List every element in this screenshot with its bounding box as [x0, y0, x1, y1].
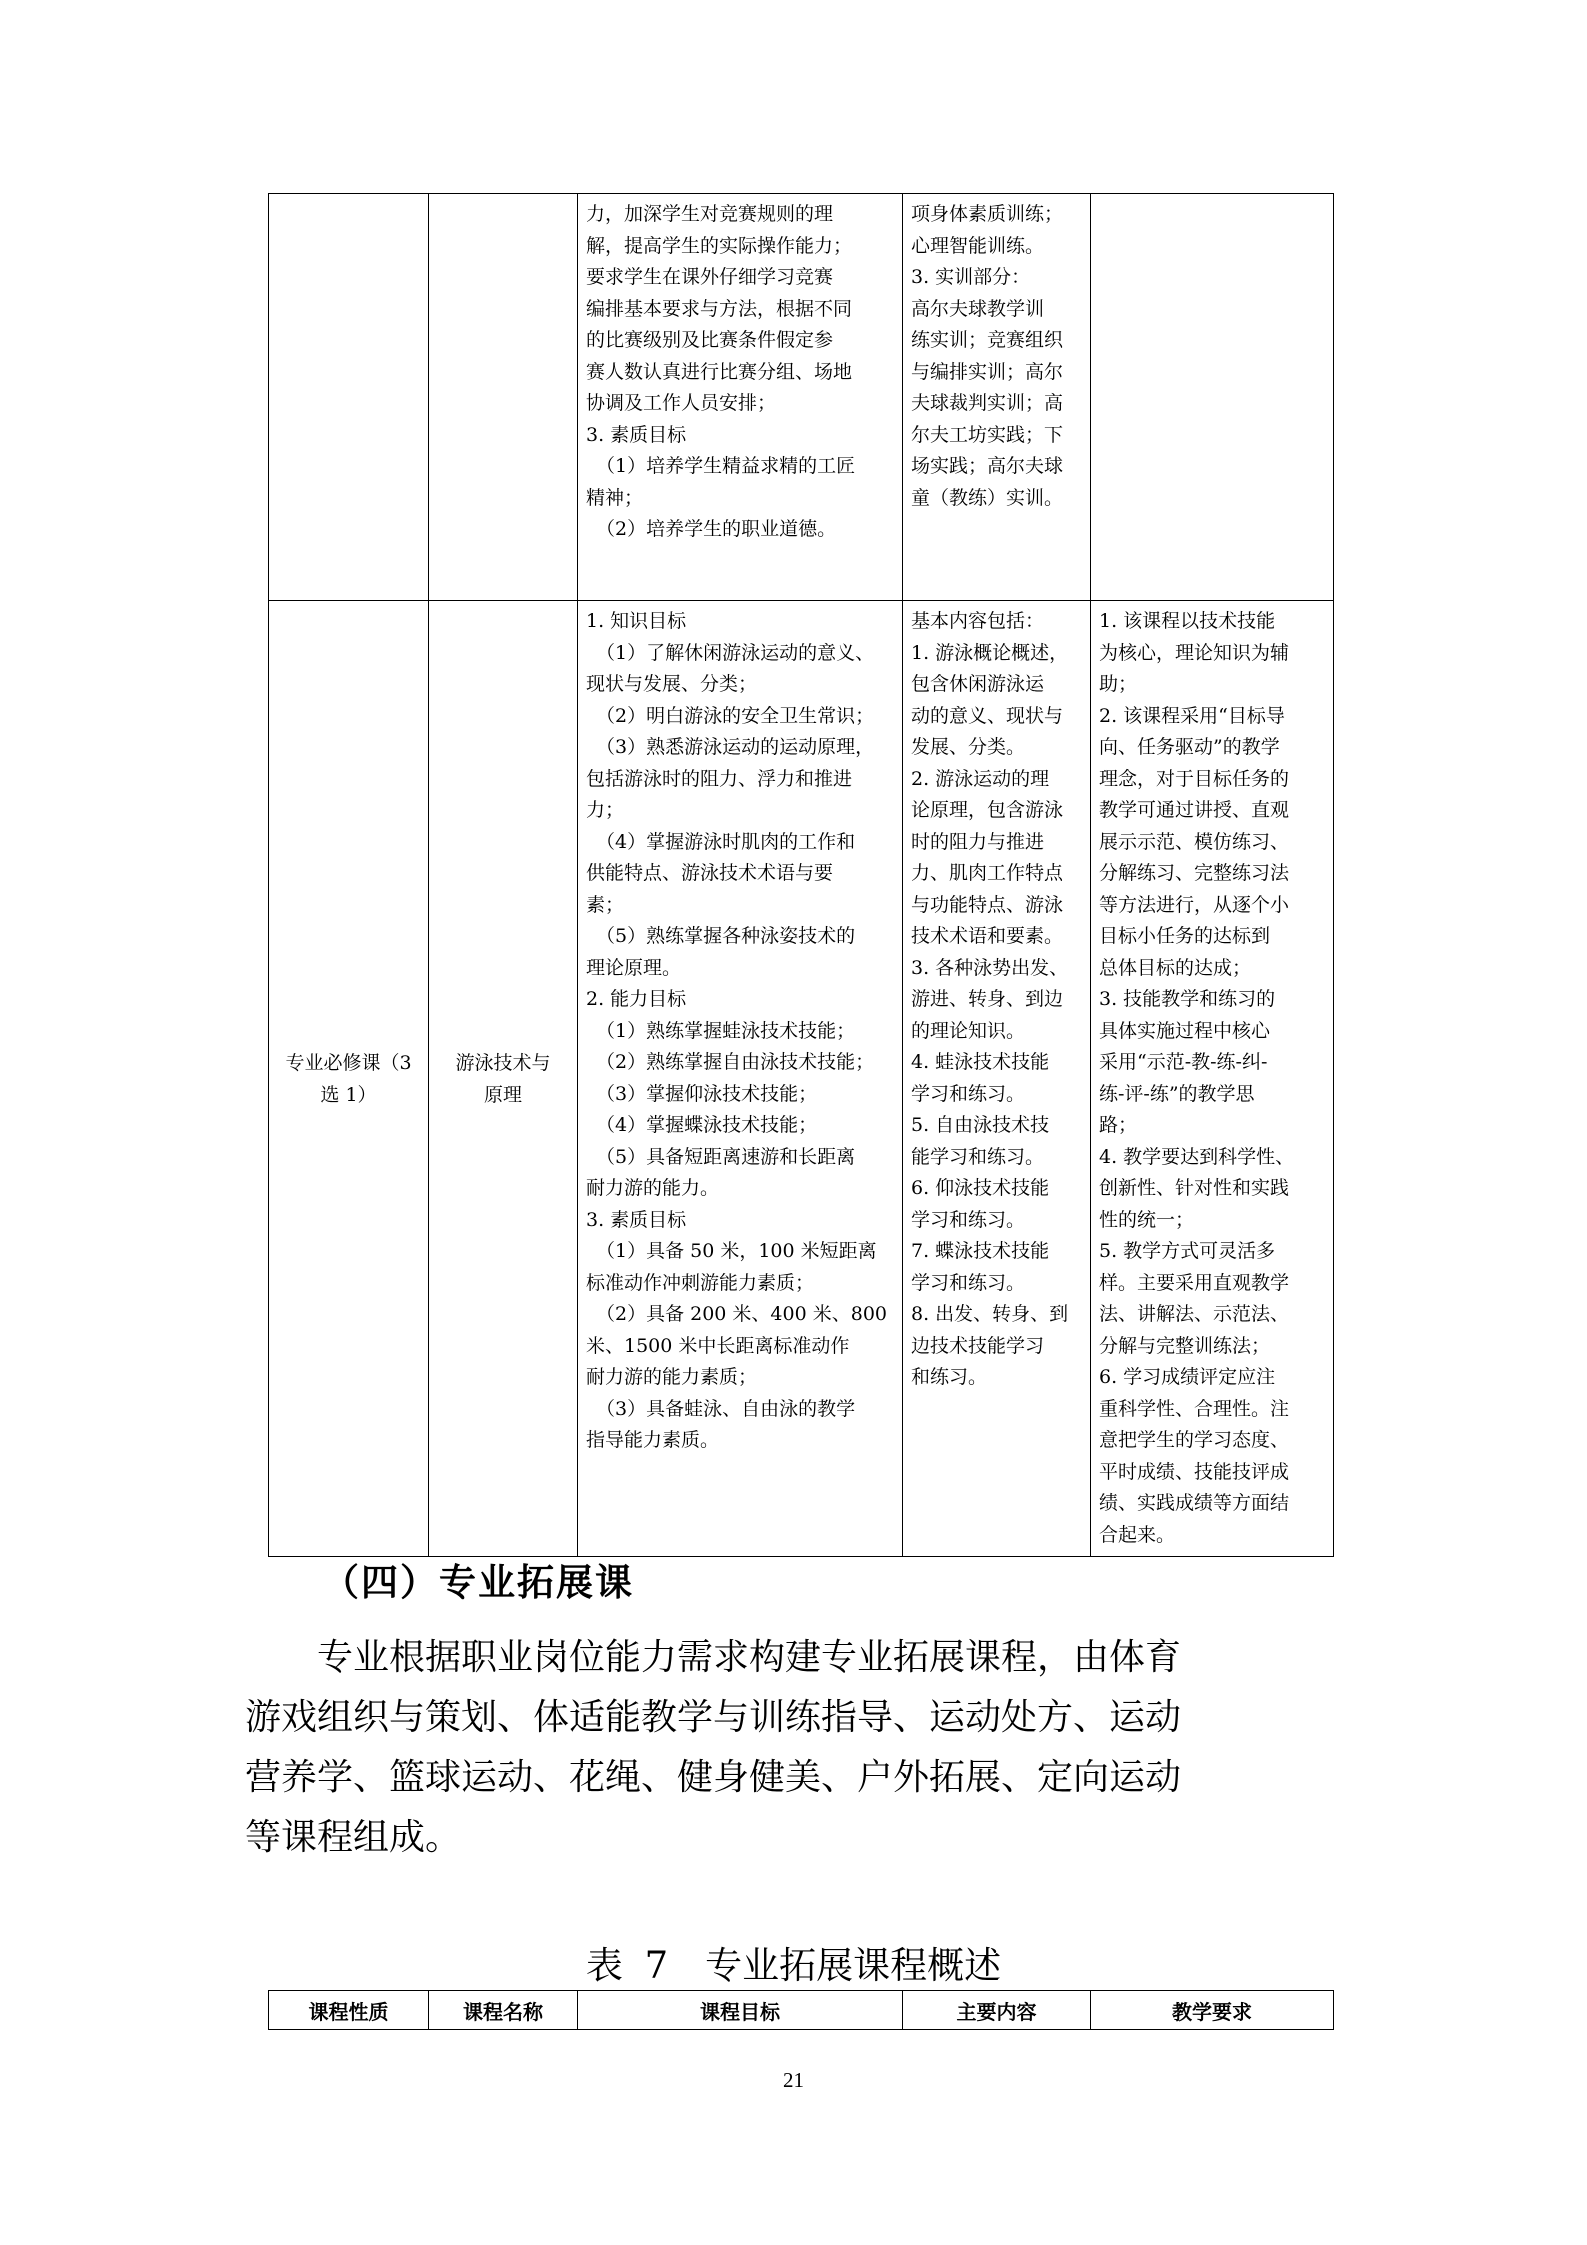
goal-line: 要求学生在课外仔细学习竞赛: [586, 266, 834, 288]
goal-line: 耐力游的能力素质；: [586, 1366, 758, 1388]
content-line: 边技术技能学习: [911, 1334, 1045, 1357]
goal-line: 素；: [586, 893, 625, 916]
requirement-line: 助；: [1099, 673, 1138, 695]
goal-line: （2）培养学生的职业道德。: [596, 518, 837, 540]
requirement-line: 总体目标的达成；: [1099, 956, 1252, 979]
goal-line: 编排基本要求与方法，根据不同: [586, 297, 853, 320]
course-type-cell: [269, 194, 429, 601]
requirement-line: 分解练习、完整练习法: [1099, 862, 1290, 884]
column-header: 课程名称: [429, 1991, 578, 2030]
requirement-line: 路；: [1099, 1114, 1138, 1136]
course-goal-cell: [578, 194, 903, 601]
content-line: 3. 实训部分：: [911, 266, 1031, 288]
requirement-line: 为核心，理论知识为辅: [1099, 641, 1290, 664]
content-line: 包含休闲游泳运: [911, 673, 1045, 695]
paragraph-line: 游戏组织与策划、体适能教学与训练指导、运动处方、运动: [245, 1697, 1182, 1738]
course-table-6: [268, 193, 1334, 1557]
requirement-line: 意把学生的学习态度、: [1099, 1429, 1290, 1451]
content-line: 高尔夫球教学训: [911, 297, 1045, 320]
content-line: 8. 出发、转身、到: [911, 1303, 1069, 1325]
content-line: 3. 各种泳势出发、: [911, 956, 1069, 979]
content-line: 的理论知识。: [911, 1019, 1026, 1042]
course-table-7: [268, 1990, 1334, 2030]
paragraph-line: 营养学、篮球运动、花绳、健身健美、户外拓展、定向运动: [245, 1757, 1182, 1798]
goal-line: 3. 素质目标: [586, 1208, 687, 1231]
column-header: 教学要求: [1091, 1991, 1334, 2030]
goal-line: （3）具备蛙泳、自由泳的教学: [596, 1397, 856, 1420]
content-line: 能学习和练习。: [911, 1145, 1045, 1168]
goal-line: （5）熟练掌握各种泳姿技术的: [596, 925, 856, 947]
goal-line: （1）熟练掌握蛙泳技术技能；: [596, 1019, 856, 1042]
goal-line: 力；: [586, 799, 625, 821]
table-row: [269, 601, 1334, 1557]
goal-line: （1）了解休闲游泳运动的意义、: [596, 641, 875, 664]
content-line: 学习和练习。: [911, 1271, 1026, 1294]
content-line: 和练习。: [911, 1366, 988, 1388]
goal-line: 理论原理。: [586, 956, 682, 979]
content-line: 2. 游泳运动的理: [911, 767, 1050, 790]
requirement-line: 目标小任务的达标到: [1099, 925, 1271, 947]
requirement-line: 采用“示范-教-练-纠-: [1099, 1051, 1268, 1073]
content-line: 夫球裁判实训；高: [911, 392, 1064, 414]
course-goal-cell: [578, 601, 903, 1557]
content-line: 动的意义、现状与: [911, 704, 1064, 727]
content-line: 童（教练）实训。: [911, 486, 1064, 509]
goal-line: 3. 素质目标: [586, 423, 687, 446]
requirement-line: 5. 教学方式可灵活多: [1099, 1240, 1276, 1262]
requirement-line: 分解与完整训练法；: [1099, 1334, 1271, 1357]
requirement-line: 重科学性、合理性。注: [1099, 1397, 1290, 1420]
content-line: 力、肌肉工作特点: [911, 862, 1064, 884]
paragraph-line: 等课程组成。: [245, 1817, 462, 1858]
requirement-line: 练-评-练”的教学思: [1099, 1082, 1255, 1105]
content-line: 场实践；高尔夫球: [911, 455, 1064, 477]
content-line: 与功能特点、游泳: [911, 893, 1064, 916]
content-line: 基本内容包括：: [911, 610, 1045, 632]
content-line: 与编排实训；高尔: [911, 360, 1064, 383]
column-header: 课程目标: [578, 1991, 903, 2030]
table-header-row: [269, 1991, 1334, 2030]
requirement-line: 具体实施过程中核心: [1099, 1019, 1271, 1042]
column-header: 课程性质: [269, 1991, 429, 2030]
goal-line: （4）掌握蝶泳技术技能；: [596, 1114, 818, 1136]
course-name-cell: [429, 194, 578, 601]
goal-line: 协调及工作人员安排；: [586, 392, 777, 414]
goal-line: （3）掌握仰泳技术技能；: [596, 1082, 818, 1105]
content-line: 项身体素质训练；: [911, 203, 1064, 225]
content-line: 6. 仰泳技术技能: [911, 1177, 1050, 1199]
goal-line: （4）掌握游泳时肌肉的工作和: [596, 830, 856, 853]
section-heading: （四）专业拓展课: [322, 1560, 634, 1604]
goal-line: 的比赛级别及比赛条件假定参: [586, 329, 834, 351]
content-line: 尔夫工坊实践；下: [911, 423, 1064, 446]
requirement-line: 性的统一；: [1099, 1208, 1195, 1231]
goal-line: （2）明白游泳的安全卫生常识；: [596, 704, 875, 727]
requirement-line: 1. 该课程以技术技能: [1099, 610, 1276, 632]
requirement-line: 创新性、针对性和实践: [1099, 1177, 1290, 1199]
goal-line: 标准动作冲刺游能力素质；: [586, 1271, 815, 1294]
requirement-line: 3. 技能教学和练习的: [1099, 988, 1276, 1010]
requirement-line: 样。主要采用直观教学: [1099, 1271, 1290, 1294]
content-line: 4. 蛙泳技术技能: [911, 1051, 1050, 1073]
goal-line: 赛人数认真进行比赛分组、场地: [586, 360, 853, 383]
content-line: 学习和练习。: [911, 1208, 1026, 1231]
goal-line: 耐力游的能力。: [586, 1177, 720, 1199]
goal-line: 2. 能力目标: [586, 988, 687, 1010]
content-line: 心理智能训练。: [911, 234, 1045, 257]
course-content-cell: [903, 194, 1091, 601]
requirement-line: 展示示范、模仿练习、: [1099, 830, 1290, 853]
content-line: 7. 蝶泳技术技能: [911, 1240, 1050, 1262]
requirement-line: 4. 教学要达到科学性、: [1099, 1145, 1295, 1168]
requirement-line: 等方法进行，从逐个小: [1099, 893, 1290, 916]
goal-line: 米、1500 米中长距离标准动作: [586, 1334, 850, 1357]
table-caption: 表 7 专业拓展课程概述: [585, 1944, 1002, 1987]
requirement-line: 教学可通过讲授、直观: [1099, 799, 1290, 821]
content-line: 技术术语和要素。: [911, 925, 1064, 947]
page-number: 21: [783, 2068, 804, 2092]
goal-line: 现状与发展、分类；: [586, 673, 758, 695]
goal-line: 指导能力素质。: [586, 1429, 720, 1451]
goal-line: （1）培养学生精益求精的工匠: [596, 455, 856, 477]
goal-line: 1. 知识目标: [586, 610, 687, 632]
goal-line: 包括游泳时的阻力、浮力和推进: [586, 767, 853, 790]
content-line: 练实训；竞赛组织: [911, 329, 1064, 351]
goal-line: 精神；: [586, 486, 644, 509]
content-line: 游进、转身、到边: [911, 988, 1064, 1010]
content-line: 发展、分类。: [911, 736, 1026, 758]
goal-line: 解，提高学生的实际操作能力；: [586, 234, 853, 257]
course-type-cell: 专业必修课（3选 1）: [269, 601, 429, 1557]
course-requirement-cell: [1091, 194, 1334, 601]
goal-line: （3）熟悉游泳运动的运动原理，: [596, 736, 875, 758]
content-line: 论原理，包含游泳: [911, 799, 1064, 821]
requirement-line: 理念，对于目标任务的: [1099, 767, 1290, 790]
section-paragraph: [245, 1628, 1355, 1868]
content-line: 时的阻力与推进: [911, 830, 1045, 853]
requirement-line: 向、任务驱动”的教学: [1099, 736, 1280, 758]
paragraph-line: 专业根据职业岗位能力需求构建专业拓展课程，由体育: [317, 1637, 1182, 1678]
content-line: 1. 游泳概论概述，: [911, 641, 1069, 664]
goal-line: （2）具备 200 米、400 米、800: [596, 1303, 888, 1325]
course-name-cell: 游泳技术与原理: [429, 601, 578, 1557]
requirement-line: 平时成绩、技能技评成: [1099, 1460, 1290, 1483]
requirement-line: 法、讲解法、示范法、: [1099, 1303, 1290, 1325]
content-line: 学习和练习。: [911, 1082, 1026, 1105]
course-requirement-cell: [1091, 601, 1334, 1557]
requirement-line: 2. 该课程采用“目标导: [1099, 704, 1285, 727]
goal-line: （1）具备 50 米，100 米短距离: [596, 1240, 877, 1262]
goal-line: （2）熟练掌握自由泳技术技能；: [596, 1051, 875, 1073]
goal-line: 力，加深学生对竞赛规则的理: [586, 203, 834, 225]
table-row: [269, 194, 1334, 601]
goal-line: （5）具备短距离速游和长距离: [596, 1145, 856, 1168]
column-header: 主要内容: [903, 1991, 1091, 2030]
requirement-line: 6. 学习成绩评定应注: [1099, 1366, 1276, 1388]
requirement-line: 绩、实践成绩等方面结: [1099, 1492, 1290, 1514]
goal-line: 供能特点、游泳技术术语与要: [586, 862, 834, 884]
requirement-line: 合起来。: [1099, 1523, 1176, 1546]
course-content-cell: [903, 601, 1091, 1557]
content-line: 5. 自由泳技术技: [911, 1114, 1050, 1136]
